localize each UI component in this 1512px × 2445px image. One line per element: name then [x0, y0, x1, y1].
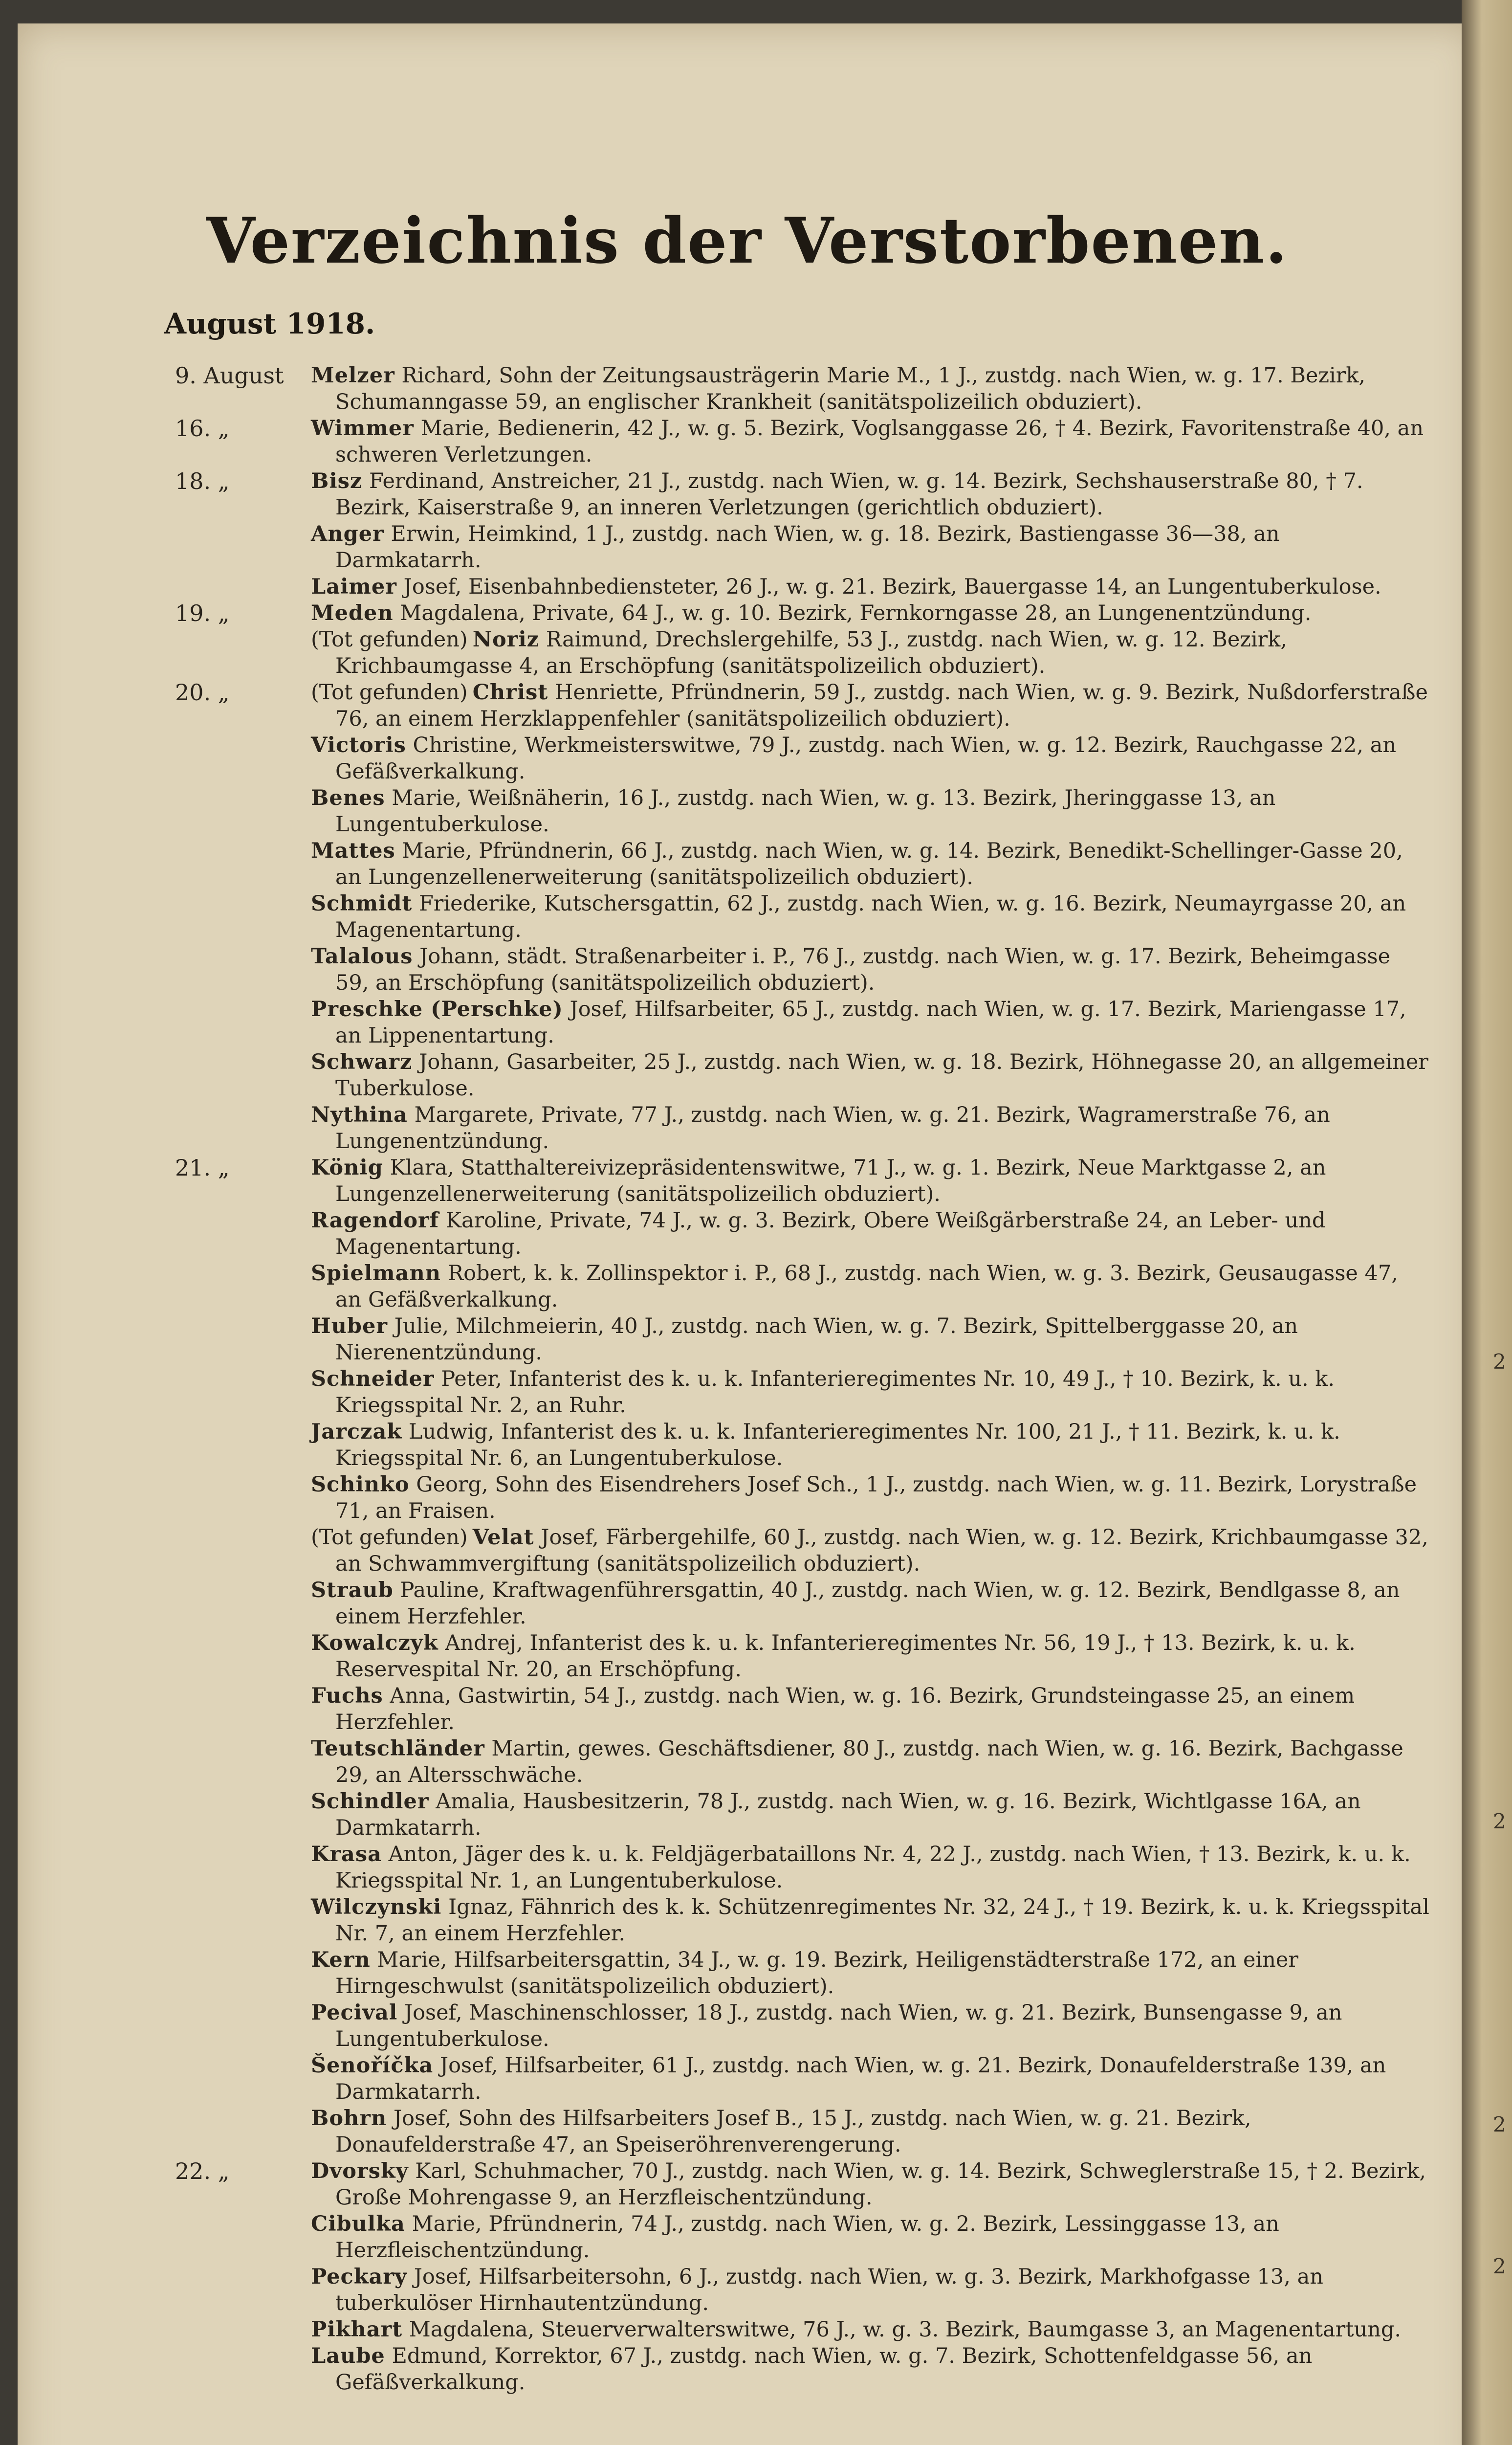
- deceased-surname: Wilczynski: [311, 1895, 442, 1919]
- deceased-surname: König: [311, 1156, 383, 1180]
- entry-details: Christine, Werkmeisterswitwe, 79 J., zustdg. nach Wien, w. g. 12. Bezirk, Rauchgasse 22, an Gefäßverkalkung.: [335, 733, 1397, 784]
- register-entry: [18, 2158, 1477, 2211]
- entry-details: Johann, Gasarbeiter, 25 J., zustdg. nach Wien, w. g. 18. Bezirk, Höhnegasse 20, an allgemeiner Tuberkulose.: [335, 1050, 1428, 1101]
- deceased-surname: Straub: [311, 1578, 394, 1602]
- deceased-surname: Melzer: [311, 363, 395, 388]
- deceased-surname: Bisz: [311, 469, 363, 493]
- entry-details: Josef, Eisenbahnbediensteter, 26 J., w. g. 21. Bezirk, Bauergasse 14, an Lungentuberkulose.: [403, 575, 1381, 599]
- entry-body: [311, 732, 1430, 785]
- entry-body: [311, 943, 1430, 996]
- entry-details: Marie, Bedienerin, 42 J., w. g. 5. Bezirk, Voglsanggasse 26, † 4. Bezirk, Favoritenstraße 40, an schweren Verletzungen.: [335, 416, 1424, 467]
- register-entry: [18, 1207, 1477, 1260]
- register-entry: [18, 1894, 1477, 1947]
- entry-body: [311, 521, 1430, 574]
- deceased-surname: Schmidt: [311, 891, 413, 916]
- deceased-surname: Dvorsky: [311, 2159, 409, 2183]
- deceased-surname: Jarczak: [311, 1420, 402, 1444]
- deceased-surname: Victoris: [311, 733, 406, 757]
- register-entry: [18, 1788, 1477, 1841]
- entry-date: 18. „: [175, 468, 230, 494]
- entry-body: [311, 2158, 1430, 2211]
- entry-details: Amalia, Hausbesitzerin, 78 J., zustdg. nach Wien, w. g. 16. Bezirk, Wichtlgasse 16A, an Darmkatarrh.: [335, 1789, 1361, 1840]
- deceased-surname: Wimmer: [311, 416, 414, 441]
- register-entry: [18, 2316, 1477, 2343]
- entry-date: 9. August: [175, 362, 284, 389]
- entry-details: Anna, Gastwirtin, 54 J., zustdg. nach Wien, w. g. 16. Bezirk, Grundsteingasse 25, an einem Herzfehler.: [335, 1684, 1355, 1734]
- register-entry: [18, 626, 1477, 679]
- entry-body: [311, 1683, 1430, 1735]
- entry-date: 20. „: [175, 679, 230, 706]
- entry-details: Marie, Pfründnerin, 66 J., zustdg. nach Wien, w. g. 14. Bezirk, Benedikt-Schellinger-Gasse 20, an Lungenzellenerweiterung (sanitätspolizeilich obduziert).: [335, 839, 1403, 889]
- entry-body: [311, 785, 1430, 838]
- entry-body: [311, 2052, 1430, 2105]
- entry-prefix: (Tot gefunden): [311, 680, 468, 705]
- register-entry: [18, 1735, 1477, 1788]
- entry-body: [311, 679, 1430, 732]
- entry-body: [311, 1577, 1430, 1630]
- entry-body: [311, 362, 1430, 415]
- entry-details: Pauline, Kraftwagenführersgattin, 40 J., zustdg. nach Wien, w. g. 12. Bezirk, Bendlgasse 8, an einem Herzfehler.: [335, 1578, 1400, 1629]
- register-entry: [18, 1471, 1477, 1524]
- entry-date: 19. „: [175, 600, 230, 626]
- deceased-surname: Benes: [311, 786, 385, 810]
- entry-date: 21. „: [175, 1155, 230, 1181]
- entry-body: [311, 574, 1430, 600]
- register-entry: [18, 521, 1477, 574]
- entry-body: [311, 1155, 1430, 1207]
- entry-details: Martin, gewes. Geschäftsdiener, 80 J., zustdg. nach Wien, w. g. 16. Bezirk, Bachgasse 29, an Altersschwäche.: [335, 1736, 1403, 1787]
- deceased-surname: Laimer: [311, 575, 397, 599]
- register-entry: [18, 1524, 1477, 1577]
- register-entry: [18, 1419, 1477, 1471]
- register-entry: [18, 1841, 1477, 1894]
- deceased-surname: Schindler: [311, 1789, 429, 1814]
- entry-body: [311, 1735, 1430, 1788]
- entry-body: [311, 2343, 1430, 2396]
- register-entry: [18, 574, 1477, 600]
- edge-mark: 2: [1493, 2112, 1506, 2136]
- deceased-surname: Meden: [311, 601, 394, 625]
- entry-body: [311, 1947, 1430, 2000]
- entry-details: Georg, Sohn des Eisendrehers Josef Sch., 1 J., zustdg. nach Wien, w. g. 11. Bezirk, Lorystraße 71, an Fraisen.: [335, 1472, 1417, 1523]
- deceased-surname: Nythina: [311, 1103, 408, 1127]
- entry-details: Andrej, Infanterist des k. u. k. Infanterieregimentes Nr. 56, 19 J., † 13. Bezirk, k. u. k. Reservespital Nr. 20, an Erschöpfung.: [335, 1631, 1356, 1682]
- deceased-surname: Talalous: [311, 944, 413, 969]
- entry-details: Anton, Jäger des k. u. k. Feldjägerbataillons Nr. 4, 22 J., zustdg. nach Wien, † 13. Bezirk, k. u. k. Kriegsspital Nr. 1, an Lungentuberkulose.: [335, 1842, 1411, 1893]
- entry-body: [311, 2105, 1430, 2158]
- entry-details: Marie, Weißnäherin, 16 J., zustdg. nach Wien, w. g. 13. Bezirk, Jheringgasse 13, an Lungentuberkulose.: [335, 786, 1276, 837]
- register-entry: [18, 1049, 1477, 1102]
- deceased-surname: Huber: [311, 1314, 388, 1338]
- entry-prefix: (Tot gefunden): [311, 627, 468, 652]
- deceased-surname: Teutschländer: [311, 1736, 485, 1761]
- register-entry: [18, 2211, 1477, 2264]
- entry-details: Ignaz, Fähnrich des k. k. Schützenregimentes Nr. 32, 24 J., † 19. Bezirk, k. u. k. Kriegsspital Nr. 7, an einem Herzfehler.: [335, 1895, 1429, 1946]
- entry-details: Johann, städt. Straßenarbeiter i. P., 76 J., zustdg. nach Wien, w. g. 17. Bezirk, Beheimgasse 59, an Erschöpfung (sanitätspolizeilich obduziert).: [335, 944, 1391, 995]
- register-entry: [18, 468, 1477, 521]
- register-entry: [18, 996, 1477, 1049]
- entry-details: Josef, Sohn des Hilfsarbeiters Josef B., 15 J., zustdg. nach Wien, w. g. 21. Bezirk, Donaufelderstraße 47, an Speiseröhrenverengerung.: [335, 2106, 1251, 2157]
- deceased-surname: Noriz: [472, 627, 540, 652]
- deceased-surname: Kowalczyk: [311, 1631, 438, 1655]
- register-entry: [18, 679, 1477, 732]
- entry-details: Robert, k. k. Zollinspektor i. P., 68 J., zustdg. nach Wien, w. g. 3. Bezirk, Geusaugasse 47, an Gefäßverkalkung.: [335, 1261, 1398, 1312]
- entry-body: [311, 1630, 1430, 1683]
- entry-body: [311, 2211, 1430, 2264]
- register-entry: [18, 1577, 1477, 1630]
- adjacent-page-edge: [1462, 0, 1512, 2445]
- entry-details: Klara, Statthaltereivizepräsidentenswitwe, 71 J., w. g. 1. Bezirk, Neue Marktgasse 2, an Lungenzellenerweiterung (sanitätspolizeilich obduziert).: [335, 1156, 1326, 1206]
- entry-body: [311, 415, 1430, 468]
- month-heading: August 1918.: [164, 307, 375, 340]
- deceased-surname: Laube: [311, 2344, 385, 2368]
- entry-body: [311, 1419, 1430, 1471]
- deceased-surname: Peckary: [311, 2265, 408, 2289]
- entry-details: Julie, Milchmeierin, 40 J., zustdg. nach Wien, w. g. 7. Bezirk, Spittelberggasse 20, an Nierenentzündung.: [335, 1314, 1298, 1365]
- register-entry: [18, 838, 1477, 890]
- register-entry: [18, 2264, 1477, 2316]
- entry-details: Ludwig, Infanterist des k. u. k. Infanterieregimentes Nr. 100, 21 J., † 11. Bezirk, k. u. k. Kriegsspital Nr. 6, an Lungentuberkulose.: [335, 1420, 1340, 1470]
- entry-details: Henriette, Pfründnerin, 59 J., zustdg. nach Wien, w. g. 9. Bezirk, Nußdorferstraße 76, an einem Herzklappenfehler (sanitätspolizeilich obduziert).: [335, 680, 1428, 731]
- entry-body: [311, 1102, 1430, 1155]
- entry-body: [311, 2264, 1430, 2316]
- entry-body: [311, 996, 1430, 1049]
- register-entry: [18, 1630, 1477, 1683]
- deceased-surname: Velat: [472, 1525, 534, 1550]
- entry-body: [311, 626, 1430, 679]
- register-entry: [18, 1683, 1477, 1735]
- entry-body: [311, 600, 1430, 626]
- register-entry: [18, 1313, 1477, 1366]
- entry-details: Karl, Schuhmacher, 70 J., zustdg. nach Wien, w. g. 14. Bezirk, Schweglerstraße 15, † 2. Bezirk, Große Mohrengasse 9, an Herzfleischentzündung.: [335, 2159, 1426, 2210]
- entry-body: [311, 1471, 1430, 1524]
- deceased-surname: Christ: [472, 680, 548, 705]
- entry-details: Friederike, Kutschersgattin, 62 J., zustdg. nach Wien, w. g. 16. Bezirk, Neumayrgasse 20, an Magenentartung.: [335, 891, 1406, 942]
- entry-body: [311, 1894, 1430, 1947]
- deceased-surname: Kern: [311, 1948, 371, 1972]
- entry-body: [311, 890, 1430, 943]
- register-entry: [18, 943, 1477, 996]
- register-entry: [18, 1260, 1477, 1313]
- entry-details: Josef, Färbergehilfe, 60 J., zustdg. nach Wien, w. g. 12. Bezirk, Krichbaumgasse 32, an Schwammvergiftung (sanitätspolizeilich obduziert).: [335, 1525, 1428, 1576]
- deceased-surname: Spielmann: [311, 1261, 441, 1286]
- entry-body: [311, 1313, 1430, 1366]
- edge-mark: 2: [1493, 1350, 1506, 1374]
- entry-body: [311, 468, 1430, 521]
- register-entry: [18, 2105, 1477, 2158]
- register-entry: [18, 600, 1477, 626]
- register-entry: [18, 2000, 1477, 2052]
- entry-details: Josef, Hilfsarbeiter, 61 J., zustdg. nach Wien, w. g. 21. Bezirk, Donaufelderstraße 139, an Darmkatarrh.: [335, 2053, 1386, 2104]
- entry-body: [311, 838, 1430, 890]
- entry-body: [311, 2000, 1430, 2052]
- entry-body: [311, 1049, 1430, 1102]
- register-entry: [18, 2343, 1477, 2396]
- entry-details: Marie, Pfründnerin, 74 J., zustdg. nach Wien, w. g. 2. Bezirk, Lessinggasse 13, an Herzfleischentzündung.: [335, 2212, 1279, 2263]
- deceased-surname: Schwarz: [311, 1050, 413, 1074]
- entry-details: Josef, Hilfsarbeiter, 65 J., zustdg. nach Wien, w. g. 17. Bezirk, Mariengasse 17, an Lippenentartung.: [335, 997, 1406, 1048]
- entry-details: Marie, Hilfsarbeitersgattin, 34 J., w. g. 19. Bezirk, Heiligenstädterstraße 172, an einer Hirngeschwulst (sanitätspolizeilich obduziert).: [335, 1948, 1298, 1999]
- entry-body: [311, 1841, 1430, 1894]
- register-entry: [18, 1155, 1477, 1207]
- deceased-surname: Mattes: [311, 839, 395, 863]
- death-register-list: [18, 362, 1477, 2396]
- entry-body: [311, 1788, 1430, 1841]
- deceased-surname: Krasa: [311, 1842, 382, 1867]
- entry-details: Ferdinand, Anstreicher, 21 J., zustdg. nach Wien, w. g. 14. Bezirk, Sechshauserstraße 80, † 7. Bezirk, Kaiserstraße 9, an inneren Verletzungen (gerichtlich obduziert).: [335, 469, 1363, 520]
- entry-date: 16. „: [175, 415, 230, 442]
- entry-body: [311, 1260, 1430, 1313]
- deceased-surname: Cibulka: [311, 2212, 405, 2236]
- deceased-surname: Preschke (Perschke): [311, 997, 563, 1022]
- entry-details: Richard, Sohn der Zeitungsausträgerin Marie M., 1 J., zustdg. nach Wien, w. g. 17. Bezirk, Schumanngasse 59, an englischer Krankheit (sanitätspolizeilich obduziert).: [335, 363, 1366, 414]
- document-page: [18, 23, 1477, 2445]
- register-entry: [18, 2052, 1477, 2105]
- register-entry: [18, 415, 1477, 468]
- register-entry: [18, 890, 1477, 943]
- entry-prefix: (Tot gefunden): [311, 1525, 468, 1550]
- deceased-surname: Fuchs: [311, 1684, 383, 1708]
- entry-details: Magdalena, Private, 64 J., w. g. 10. Bezirk, Fernkorngasse 28, an Lungenentzündung.: [400, 601, 1312, 625]
- deceased-surname: Schneider: [311, 1367, 435, 1391]
- register-entry: [18, 785, 1477, 838]
- entry-details: Edmund, Korrektor, 67 J., zustdg. nach Wien, w. g. 7. Bezirk, Schottenfeldgasse 56, an Gefäßverkalkung.: [335, 2344, 1313, 2395]
- entry-body: [311, 1207, 1430, 1260]
- register-entry: [18, 362, 1477, 415]
- entry-body: [311, 1524, 1430, 1577]
- entry-date: 22. „: [175, 2158, 230, 2184]
- register-entry: [18, 1947, 1477, 2000]
- deceased-surname: Pikhart: [311, 2317, 403, 2342]
- deceased-surname: Bohrn: [311, 2106, 387, 2131]
- deceased-surname: Anger: [311, 522, 384, 546]
- register-entry: [18, 1102, 1477, 1155]
- entry-body: [311, 1366, 1430, 1419]
- deceased-surname: Pecival: [311, 2000, 398, 2025]
- page-title: Verzeichnis der Verstorbenen.: [206, 204, 1288, 278]
- entry-details: Magdalena, Steuerverwalterswitwe, 76 J., w. g. 3. Bezirk, Baumgasse 3, an Magenentartung.: [409, 2317, 1402, 2342]
- edge-mark: 2: [1493, 1809, 1506, 1833]
- entry-details: Margarete, Private, 77 J., zustdg. nach Wien, w. g. 21. Bezirk, Wagramerstraße 76, an Lungenentzündung.: [335, 1103, 1330, 1154]
- register-entry: [18, 732, 1477, 785]
- entry-body: [311, 2316, 1430, 2343]
- deceased-surname: Ragendorf: [311, 1208, 439, 1233]
- register-entry: [18, 1366, 1477, 1419]
- edge-mark: 2: [1493, 2254, 1506, 2278]
- deceased-surname: Šenoříčka: [311, 2053, 434, 2078]
- entry-details: Peter, Infanterist des k. u. k. Infanterieregimentes Nr. 10, 49 J., † 10. Bezirk, k. u. k. Kriegsspital Nr. 2, an Ruhr.: [335, 1367, 1335, 1418]
- entry-details: Josef, Hilfsarbeitersohn, 6 J., zustdg. nach Wien, w. g. 3. Bezirk, Markhofgasse 13, an tuberkulöser Hirnhautentzündung.: [335, 2265, 1323, 2315]
- deceased-surname: Schinko: [311, 1472, 410, 1497]
- entry-details: Karoline, Private, 74 J., w. g. 3. Bezirk, Obere Weißgärberstraße 24, an Leber- und Magenentartung.: [335, 1208, 1326, 1259]
- entry-details: Josef, Maschinenschlosser, 18 J., zustdg. nach Wien, w. g. 21. Bezirk, Bunsengasse 9, an Lungentuberkulose.: [335, 2000, 1342, 2051]
- entry-details: Erwin, Heimkind, 1 J., zustdg. nach Wien, w. g. 18. Bezirk, Bastiengasse 36—38, an Darmkatarrh.: [335, 522, 1280, 573]
- entry-details: Raimund, Drechslergehilfe, 53 J., zustdg. nach Wien, w. g. 12. Bezirk, Krichbaumgasse 4, an Erschöpfung (sanitätspolizeilich obduziert).: [335, 627, 1287, 678]
